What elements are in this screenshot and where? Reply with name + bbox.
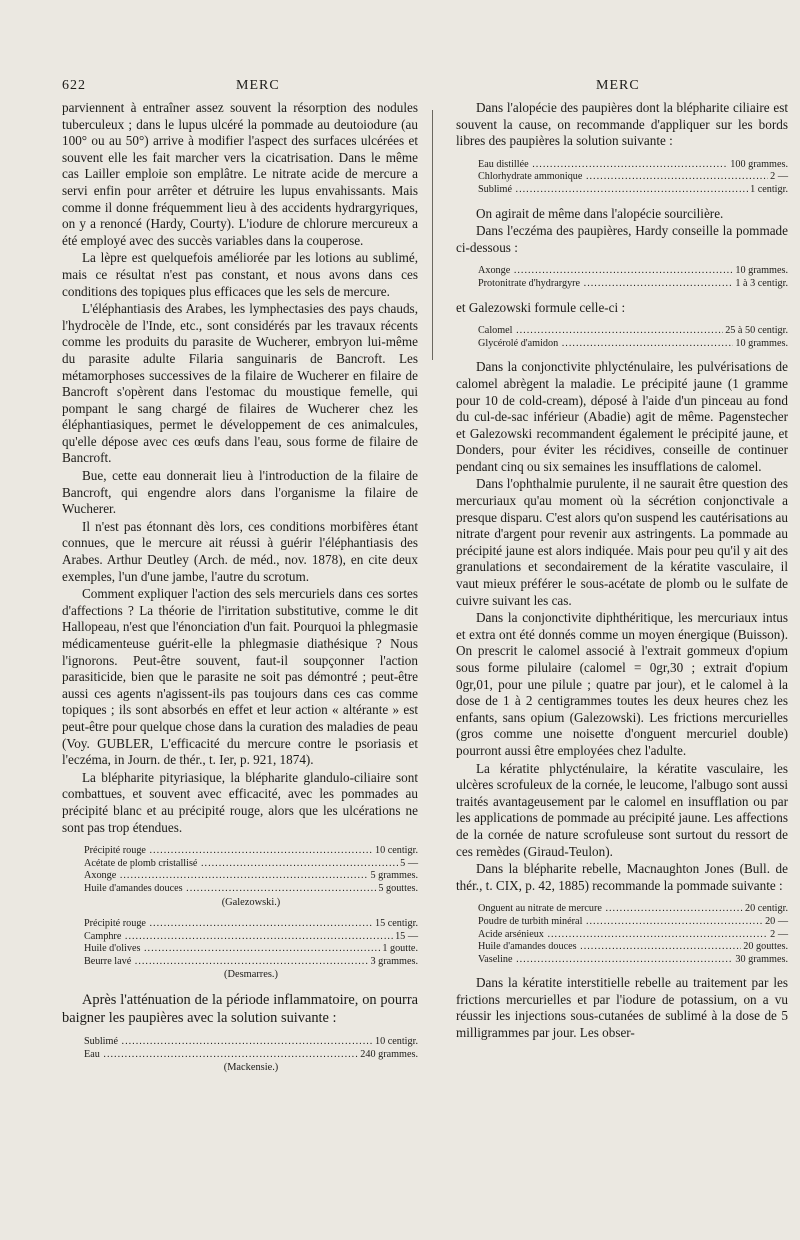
prescription-desmarres [84,918,418,982]
prescription-row: Précipité rouge ..... 10 centigr. [84,845,418,858]
prescription-row: Précipité rouge ..... 15 centigr. [84,918,418,931]
prescription-row: Vaseline ..... 30 grammes. [478,954,788,967]
prescription-row: Eau distillée ..... 100 grammes. [478,159,788,172]
column-divider [432,110,433,360]
paragraph: La lèpre est quelquefois améliorée par les lotions au sublimé, mais ce résultat n'est pas constant, et nous avons dans ces conditions des topiques plus efficaces que les sels de mercure. [62,250,418,299]
prescription-row: Poudre de turbith minéral ..... 20 — [478,916,788,929]
paragraph: Dans l'ophthalmie purulente, il ne saurait être question des mercuriaux qu'au moment où la sécrétion conjonctivale a presque disparu. C'est alors qu'on suspend les cautérisations au nitrate d'argent pour revenir aux astringents. La pommade au précipité jaune est alors indiquée. Mais pour peu qu'il y ait des granulations et secondairement de la kératite vasculaire, il vaut mieux préférer le sous-acétate de plomb ou le sulfate de cuivre suivant les cas. [456,476,788,608]
running-head-left: MERC [236,78,280,93]
prescription-row: Acétate de plomb cristallisé ..... 5 — [84,858,418,871]
prescription-row: Calomel ..... 25 à 50 centigr. [478,325,788,338]
prescription-source: (Mackensie.) [223,1062,279,1074]
prescription-galezowski [84,845,418,909]
paragraph: et Galezowski formule celle-ci : [456,299,626,315]
paragraph: On agirait de même dans l'alopécie sourcilière. [476,205,724,221]
prescription-row: Eau ..... 240 grammes. [84,1049,418,1062]
prescription-row: Huile d'amandes douces ..... 20 gouttes. [478,941,788,954]
running-head-right: MERC [596,78,640,93]
prescription-calomel [478,325,788,350]
prescription-macnaughton [478,903,788,966]
prescription-alopecie [478,159,788,197]
paragraph: Dans l'alopécie des paupières dont la blépharite ciliaire est souvent la cause, on recommande d'appliquer sur les bords libres des paupières la solution suivante : [456,100,788,149]
prescription-row: Protonitrate d'hydrargyre ..... 1 à 3 centigr. [478,278,788,291]
prescription-row: Camphre ..... 15 — [84,931,418,944]
prescription-row: Sublimé ..... 10 centigr. [84,1036,418,1049]
prescription-row: Sublimé ..... 1 centigr. [478,184,788,197]
prescription-row: Axonge ..... 10 grammes. [478,265,788,278]
paragraph: Dans la conjonctivite phlycténulaire, les pulvérisations de calomel abrègent la maladie. Le précipité jaune (1 gramme pour 10 de cold-cream), déposé à l'aide d'un pinceau au fond du cul-de-sac inférieur (Abadie) agit de même. Pagenstecher et Galezowski recommandent également le précipité jaune, et Donders, pour éviter les récidives, conseille de continuer pendant cinq ou six semaines les insufflations de calomel. [456,359,788,474]
paragraph: Il n'est pas étonnant dès lors, ces conditions morbifères étant connues, que le mercure ait réussi à guérir l'éléphantiasis des Arabes. Arthur Deutley (Arch. de méd., nov. 1878), en cite deux exemples, l'un d'une jambe, l'autre du scrotum. [62,518,418,584]
paragraph: Dans la blépharite rebelle, Macnaughton Jones (Bull. de thér., t. CIX, p. 42, 1885) recommande la pommade suivante : [456,861,788,893]
prescription-row: Acide arsénieux ..... 2 — [478,929,788,942]
paragraph: Comment expliquer l'action des sels mercuriels dans ces sortes d'affections ? La théorie de l'irritation substitutive, comme le dit Hallopeau, n'est que l'énonciation d'un fait. Pourquoi la phlegmasie médicamenteuse guérit-elle la phlegmasie diathésique ? Nous l'ignorons. Peut-être souvent, faut-il soupçonner l'action parasiticide, bien que le parasite ne soit pas démontré ; peut-être aussi ces agents n'agissent-ils pas toujours dans ces cas comme topiques ; ils sont absorbés en effet et leur action « altérante » est peut-être pour quelque chose dans la curation des maladies de peau (Voy. GUBLER, L'efficacité du mercure contre le psoriasis et l'eczéma, in Journ. de thér., t. Ier, p. 921, 1874). [62,586,418,768]
paragraph: L'éléphantiasis des Arabes, les lymphectasies des pays chauds, l'hydrocèle de l'Inde, etc., sont considérés par les travaux récents comme les produits du parasite de Wucherer, embryon lui-même du parasite adulte Filaria sanguinaris de Bancroft. Les métamorphoses successives de la filaire de Wucherer en filaire de Bancroft s'opèrent dans l'estomac du moustique femelle, qui pompant le sang chargé de filaires de Wucherer chez les éléphantiasiques, permet le développement de ces animalcules, qu'elle dépose avec ces œufs dans l'eau, sous forme de filaire de Bancroft. [62,301,418,466]
prescription-row: Huile d'olives ..... 1 goutte. [84,943,418,956]
paragraph: Dans la conjonctivite diphthéritique, les mercuriaux intus et extra ont été donnés comme un moyen énergique (Buisson). On prescrit le calomel associé à l'extrait gommeux d'opium sous forme pilulaire (calomel = 0gr,30 ; extrait d'opium 0gr,01, pour une pilule ; quatre par jour), et le calomel à la dose de 1 à 2 centigrammes toutes les deux heures chez les enfants, sans opium (Galezowski). Les frictions mercurielles (gros comme une noisette d'onguent mercuriel double) pourront aussi être employées chez l'adulte. [456,610,788,758]
page-number: 622 [62,78,86,93]
paragraph: Dans l'eczéma des paupières, Hardy conseille la pommade ci-dessous : [456,223,788,255]
prescription-row: Huile d'amandes douces ..... 5 gouttes. [84,883,418,896]
prescription-source: (Galezowski.) [221,896,281,908]
prescription-mackensie [84,1036,418,1075]
prescription-row: Beurre lavé ..... 3 grammes. [84,956,418,969]
prescription-hardy [478,265,788,290]
prescription-row: Axonge ..... 5 grammes. [84,870,418,883]
paragraph: Bue, cette eau donnerait lieu à l'introduction de la filaire de Bancroft, qui engendre alors dans l'organisme la filaire de Wucherer. [62,468,418,517]
paragraph: Dans la kératite interstitielle rebelle au traitement par les frictions mercurielles et par l'iodure de potassium, on a vu réussir les injections sous-cutanées de sublimé à la dose de 5 milligrammes par jour. Les obser- [456,975,788,1041]
paragraph: Après l'atténuation de la période inflammatoire, on pourra baigner les paupières avec la solution suivante : [62,992,418,1027]
paragraph: La blépharite pityriasique, la blépharite glandulo-ciliaire sont combattues, et souvent avec efficacité, avec les pommades au précipité blanc et au précipité rouge, alors que les ulcérations ne sont pas trop étendues. [62,769,418,835]
prescription-source: (Desmarres.) [224,969,278,981]
prescription-row: Glycérolé d'amidon ..... 10 grammes. [478,338,788,351]
paragraph: parviennent à entraîner assez souvent la résorption des nodules tuberculeux ; dans le lupus ulcéré la pommade au deutoiodure (au 100° ou au 50°) arrive à modifier l'aspect des surfaces ulcérées et souvent elle les fait marcher vers la cicatrisation. Dans le même cas Lailler emploie son emplâtre. Le nitrate acide de mercure a servi enfin pour arrêter et détruire les lupus envahissants. Mais comme il donne fréquemment lieu à des accidents hydrargyriques, on y a renoncé (Hardy, Courty). L'iodure de chlorure mercureux a été employé avec des succès variables dans la couperose. [62,100,418,248]
prescription-row: Chlorhydrate ammonique ..... 2 — [478,171,788,184]
paragraph: La kératite phlycténulaire, la kératite vasculaire, les ulcères scrofuleux de la cornée, le leucome, l'albugo sont aussi traités avantageusement par le calomel en insufflation ou par les applications de pommade au précipité jaune. Les affections de la cornée de nature scrofuleuse sont surtout du ressort de ces remèdes (Giraud-Teulon). [456,760,788,859]
prescription-row: Onguent au nitrate de mercure ..... 20 centigr. [478,903,788,916]
left-column [62,100,418,1084]
right-column [456,100,788,1042]
